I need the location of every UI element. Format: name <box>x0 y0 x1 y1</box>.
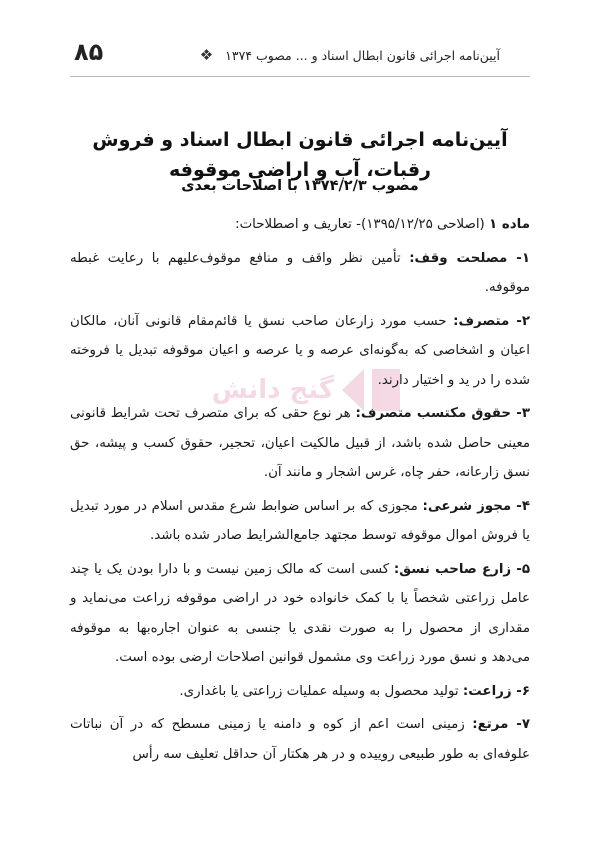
running-title: آیین‌نامه اجرائی قانون ابطال اسناد و ... مصوب ۱۳۷۴ <box>225 47 500 63</box>
definition-term: ۲- متصرف: <box>453 313 531 329</box>
definition-term: ۴- مجوز شرعی: <box>422 498 530 514</box>
definition-text: هر نوع حقی که برای متصرف تحت شرایط قانونی معینی حاصل شده باشد، از قبیل مالکیت اعیان، تحجیر، حقوق کسب و پیشه، حق نسق زارعانه، حفر چاه، غرس اشجار و مانند آن. <box>70 406 530 480</box>
page-number: ۸۵ <box>74 38 104 66</box>
definition-term: ۳- حقوق مکتسب متصرف: <box>355 406 530 421</box>
definition-item <box>70 710 530 769</box>
definition-term: ۷- مرتع: <box>472 717 530 732</box>
definition-item <box>70 677 530 707</box>
document-subtitle: مصوب ۱۳۷۴/۲/۳ با اصلاحات بعدی <box>181 178 419 194</box>
definition-item <box>70 399 530 488</box>
article-text: (اصلاحی ۱۳۹۵/۱۲/۲۵)- تعاریف و اصطلاحات: <box>235 217 490 232</box>
definition-item <box>70 307 530 396</box>
ornament-icon: ❖ <box>199 45 214 64</box>
definition-item <box>70 555 530 673</box>
definition-text: تولید محصول به وسیله عملیات زراعتی یا باغداری. <box>179 683 463 699</box>
document-title: آیین‌نامه اجرائی قانون ابطال اسناد و فروش رقبات، آب و اراضی موقوفه <box>92 128 508 181</box>
definition-text: تأمین نظر واقف و منافع موقوف‌علیهم با رعایت غبطه موقوفه. <box>70 250 530 295</box>
definition-text: زمینی است اعم از کوه و دامنه یا زمینی مسطح که در آن نباتات علوفه‌ای به طور طبیعی روییده و در هر هکتار آن حداقل تعلیف سه رأس <box>70 717 530 762</box>
definition-text: کسی است که مالک زمین نیست و با دارا بودن یک یا چند عامل زراعتی شخصاً یا با کمک خانواده خود در اراضی موقوفه زراعت می‌نماید و مقداری از محصول را به صورت نقدی یا جنسی به عنوان اجاره‌بها به موقوفه می‌دهد و نسق مورد زراعت وی مشمول قوانین اصلاحات ارضی بوده است. <box>70 561 530 665</box>
article-label: ماده ۱ <box>489 217 530 232</box>
definition-item <box>70 492 530 551</box>
definition-term: ۵- زارع صاحب نسق: <box>393 561 530 577</box>
definition-term: ۱- مصلحت وقف: <box>409 250 530 266</box>
watermark-text: گنج دانش <box>211 375 334 405</box>
definition-item <box>70 244 530 303</box>
running-header <box>70 43 500 67</box>
definition-text: حسب مورد زارعان صاحب نسق یا قائم‌مقام قانونی آنان، مالکان اعیان و اشخاصی که به‌گونه‌ای عرصه و یا عرصه و اعیان موقوفه تبدیل یا فروخته شده را در ید و اختیار دارند. <box>70 313 530 388</box>
definition-term: ۶- زراعت: <box>462 683 530 699</box>
article-heading <box>70 210 530 240</box>
header-divider <box>70 76 530 77</box>
document-body <box>70 210 530 773</box>
definition-text: مجوزی که بر اساس ضوابط شرع مقدس اسلام در مورد تبدیل یا فروش اموال موقوفه توسط مجتهد جامع‌الشرایط صادر شده باشد. <box>70 498 530 543</box>
